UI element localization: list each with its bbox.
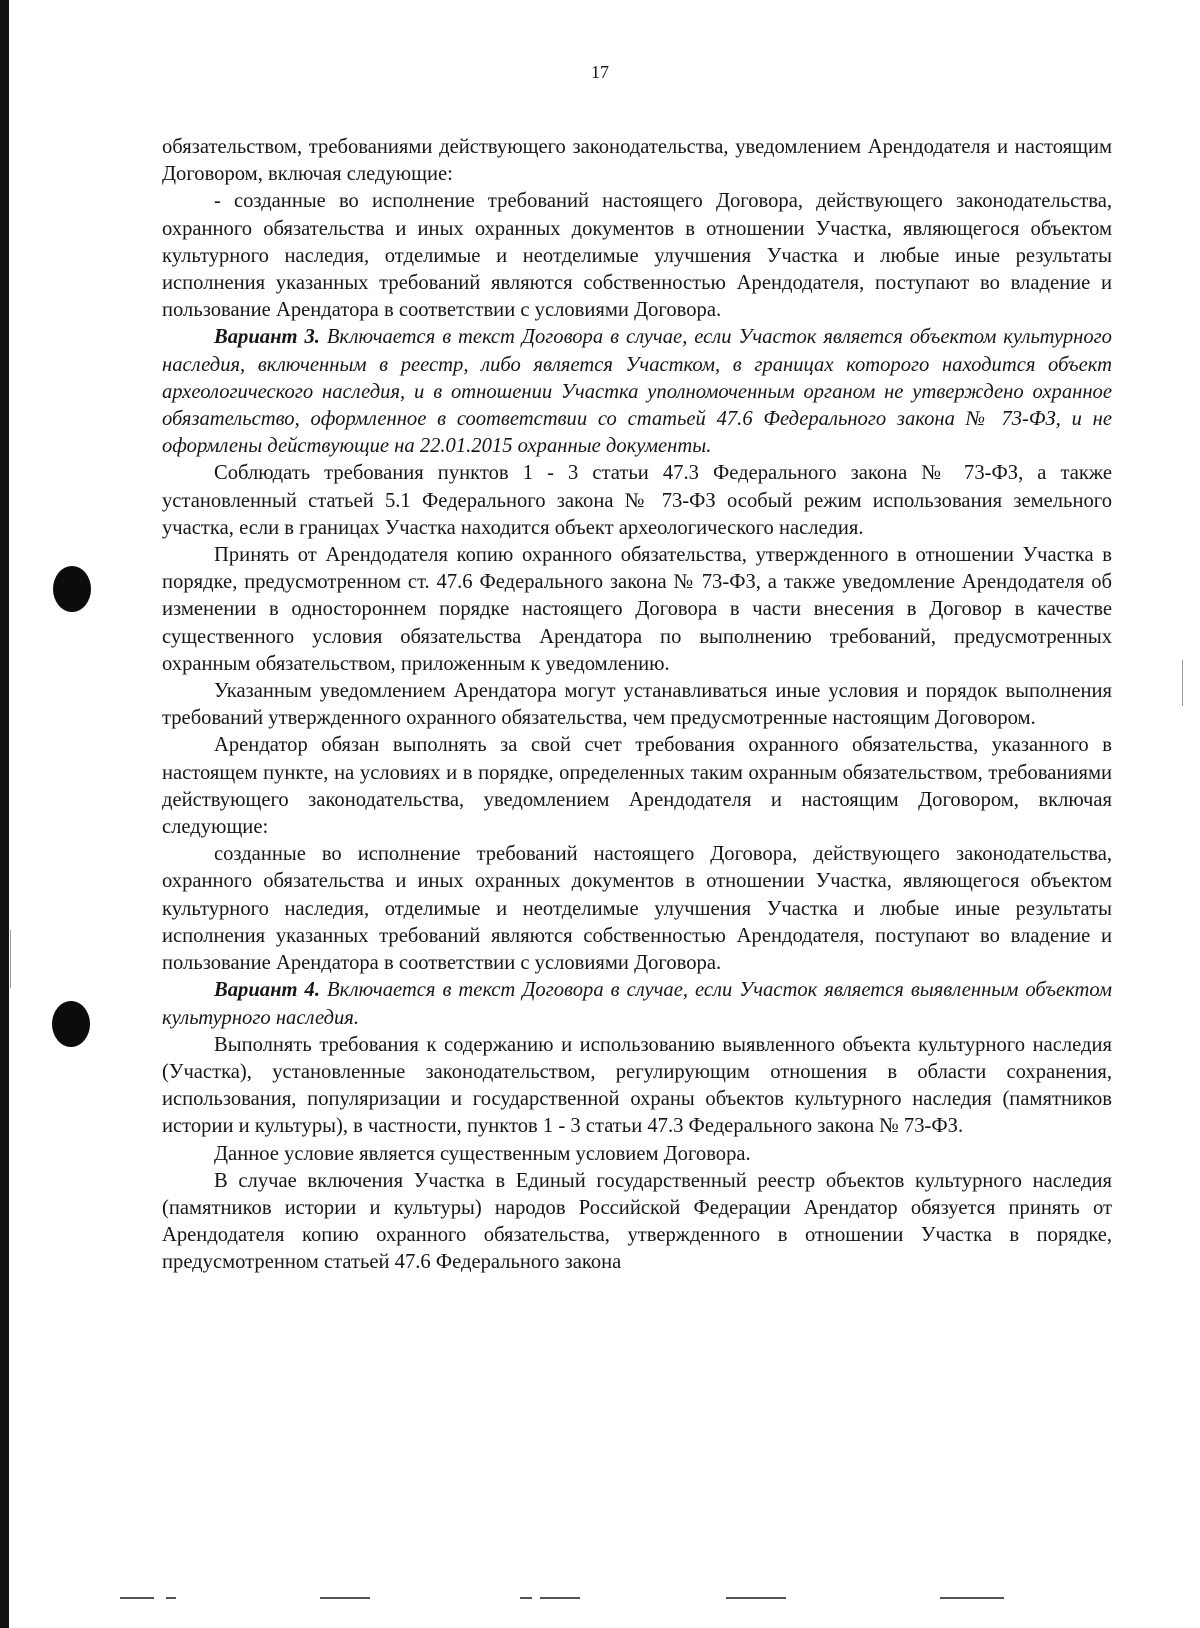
variant-3-label: Вариант 3. [214,326,320,349]
page-number: 17 [591,62,609,82]
punch-hole [53,566,91,612]
paragraph: Данное условие является существенным условием Договора. [214,1142,751,1165]
scan-artifact [540,1597,580,1599]
scan-artifact [940,1597,1004,1599]
scan-artifact [166,1597,176,1599]
paragraph: Выполнять требования к содержанию и использованию выявленного объекта культурного наследия (Участка), установленные законодательством, регулирующим отношения в области сохранения, использования, популяризации и государственной охраны объектов культурного наследия (памятников истории и культуры), в частности, пунктов 1 - 3 статьи 47.3 Федерального закона № 73-ФЗ. [162,1033,1112,1138]
paragraph: Принять от Арендодателя копию охранного обязательства, утвержденного в отношении Участка в порядке, предусмотренном ст. 47.6 Федерального закона № 73-ФЗ, а также уведомление Арендодателя об изменении в одностороннем порядке настоящего Договора в части внесения в Договор в качестве существенного условия обязательства Арендатора по выполнению требований, предусмотренных охранным обязательством, приложенным к уведомлению. [162,544,1112,675]
scan-artifact [10,930,11,988]
paragraph: В случае включения Участка в Единый государственный реестр объектов культурного наследия (памятников истории и культуры) народов Российской Федерации Арендатор обязуется принять от Арендодателя копию охранного обязательства, утвержденного в отношении Участка в порядке, предусмотренном статьей 47.6 Федерального закона [162,1169,1112,1274]
scan-artifact [120,1597,154,1599]
scan-artifact [726,1597,786,1599]
paragraph: Арендатор обязан выполнять за свой счет требования охранного обязательства, указанного в настоящем пункте, на условиях и в порядке, определенных таким охранным обязательством, требованиями действующего законодательства, уведомлением Арендодателя и настоящим Договором, включая следующие: [162,734,1112,839]
paragraph: Соблюдать требования пунктов 1 - 3 статьи 47.3 Федерального закона № 73-ФЗ, а также установленный статьей 5.1 Федерального закона № 73-ФЗ особый режим использования земельного участка, если в границах Участка находится объект археологического наследия. [162,462,1112,539]
variant-4-note [162,977,1112,1031]
paragraph: Указанным уведомлением Арендатора могут устанавливаться иные условия и порядок выполнения требований утвержденного охранного обязательства, чем предусмотренные настоящим Договором. [162,680,1112,730]
paragraph: обязательством, требованиями действующего законодательства, уведомлением Арендодателя и настоящим Договором, включая следующие: [162,136,1112,186]
variant-4-text: Включается в текст Договора в случае, если Участок является выявленным объектом культурного наследия. [162,979,1112,1029]
scan-artifact [1182,660,1183,706]
variant-4-label: Вариант 4. [214,979,320,1002]
paragraph: - созданные во исполнение требований настоящего Договора, действующего законодательства, охранного обязательства и иных охранных документов в отношении Участка, являющегося объектом культурного наследия, отделимые и неотделимые улучшения Участка и любые иные результаты исполнения указанных требований являются собственностью Арендодателя, поступают во владение и пользование Арендатора в соответствии с условиями Договора. [162,190,1112,322]
scan-artifact [520,1597,532,1599]
scan-artifact [320,1597,370,1599]
paragraph: созданные во исполнение требований настоящего Договора, действующего законодательства, охранного обязательства и иных охранных документов в отношении Участка, являющегося объектом культурного наследия, отделимые и неотделимые улучшения Участка и любые иные результаты исполнения указанных требований являются собственностью Арендодателя, поступают во владение и пользование Арендатора в соответствии с условиями Договора. [162,843,1112,975]
variant-3-text: Включается в текст Договора в случае, если Участок является объектом культурного наследия, включенным в реестр, либо является Участком, в границах которого находится объект археологического наследия, и в отношении Участка уполномоченным органом не утверждено охранное обязательство, оформленное в соответствии со статьей 47.6 Федерального закона № 73-ФЗ, и не оформлены действующие на 22.01.2015 охранные документы. [162,326,1112,458]
document-body [162,134,1112,1277]
scan-binding-edge [0,0,9,1628]
variant-3-note [162,324,1112,460]
punch-hole [52,1001,90,1047]
